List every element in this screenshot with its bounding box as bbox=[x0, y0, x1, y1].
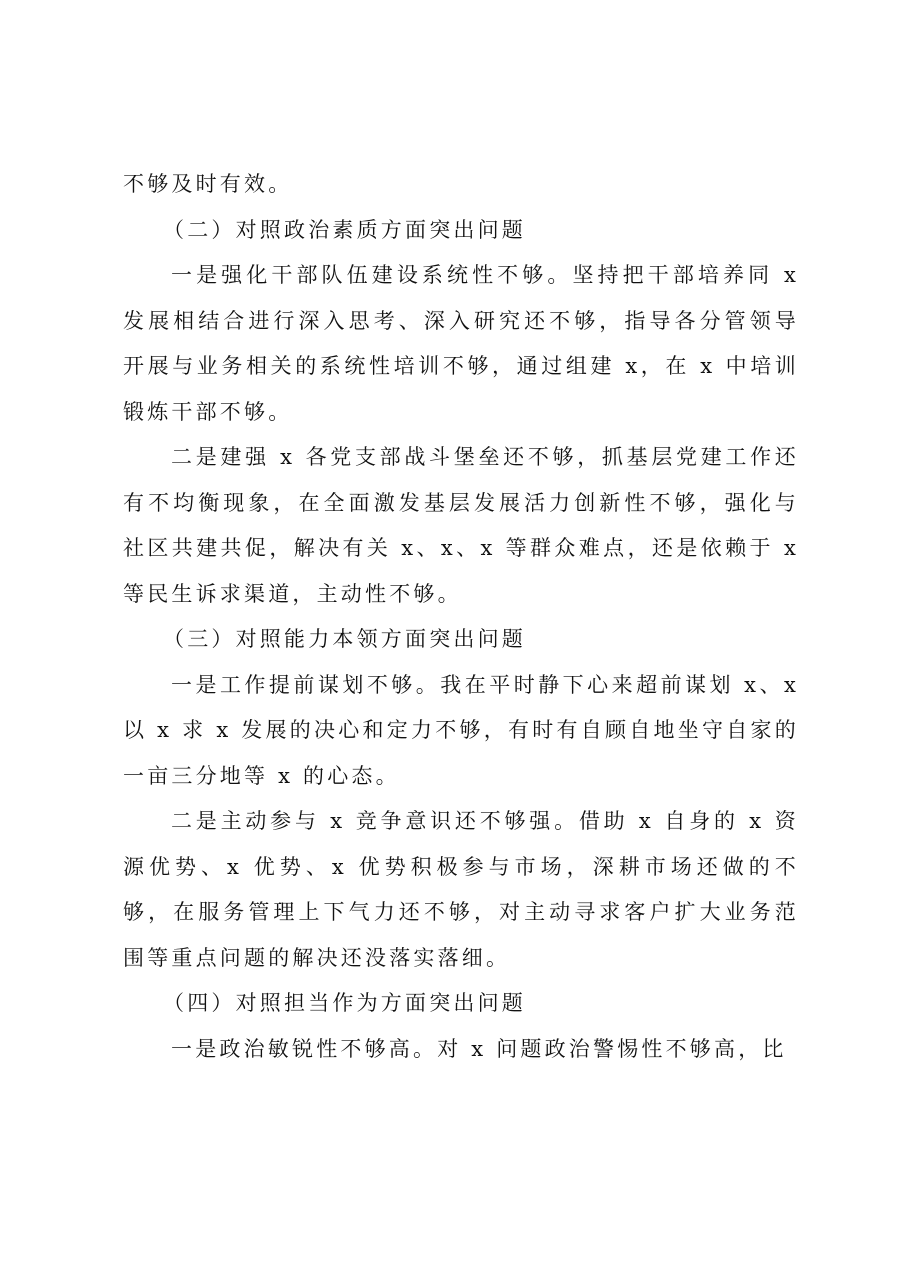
document-body bbox=[123, 162, 799, 1072]
paragraph: 一是政治敏锐性不够高。对 x 问题政治警惕性不够高，比 bbox=[171, 1036, 787, 1061]
paragraph-continuation: 不够及时有效。 bbox=[123, 172, 293, 196]
section-heading-3: （三）对照能力本领方面突出问题 bbox=[163, 627, 526, 651]
paragraph: 二是主动参与 x 竞争意识还不够强。借助 x 自身的 x 资源优势、x 优势、x 优势积极参与市场，深耕市场还做的不够，在服务管理上下气力还不够，对主动寻求客户扩大业务范围等重点问题的解决还没落实落细。 bbox=[123, 809, 799, 970]
paragraph: 二是建强 x 各党支部战斗堡垒还不够，抓基层党建工作还有不均衡现象，在全面激发基层发展活力创新性不够，强化与社区共建共促，解决有关 x、x、x 等群众难点，还是依赖于 x 等民生诉求渠道，主动性不够。 bbox=[123, 445, 799, 606]
section-heading-4: （四）对照担当作为方面突出问题 bbox=[163, 991, 526, 1015]
paragraph: 一是工作提前谋划不够。我在平时静下心来超前谋划 x、x 以 x 求 x 发展的决心和定力不够，有时有自顾自地坐守自家的一亩三分地等 x 的心态。 bbox=[123, 672, 799, 788]
section-heading-2: （二）对照政治素质方面突出问题 bbox=[163, 217, 526, 242]
paragraph: 一是强化干部队伍建设系统性不够。坚持把干部培养同 x 发展相结合进行深入思考、深入研究还不够，指导各分管领导开展与业务相关的系统性培训不够，通过组建 x，在 x 中培训锻炼干部不够。 bbox=[123, 263, 799, 424]
